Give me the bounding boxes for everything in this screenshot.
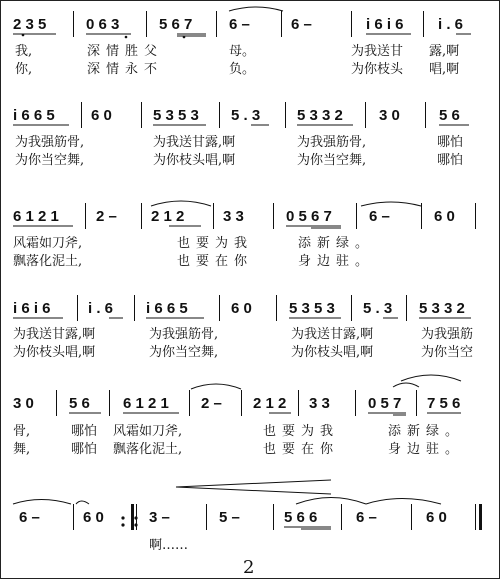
barline <box>134 295 135 321</box>
measure: 6 – <box>369 208 390 225</box>
measure: 3 3 <box>309 395 330 412</box>
final-barline <box>475 504 476 530</box>
measure: 2 1 2 <box>151 208 185 225</box>
barline <box>281 11 282 37</box>
barline <box>425 102 426 128</box>
lyric: 为我送甘露,啊 <box>291 327 374 342</box>
lyric: 骨, <box>13 424 31 439</box>
measure: 3 0 <box>379 107 400 124</box>
lyric: 哪怕 <box>71 424 98 439</box>
lyric: 为你枝头唱,啊 <box>13 345 96 360</box>
lyric: 飘落化泥土, <box>113 442 183 457</box>
lyric: 舞, <box>13 442 31 457</box>
measure: 2 3 5 <box>13 16 47 33</box>
measure: 5 3 5 3 <box>153 107 199 124</box>
measure: 5 6 <box>69 395 90 412</box>
lyric: 飘落化泥土, <box>13 254 83 269</box>
lyric: 哪怕 <box>437 153 464 168</box>
barline <box>355 390 356 416</box>
barline <box>276 295 277 321</box>
lyric: 为我强筋骨, <box>297 135 367 150</box>
lyric: 也要在你 <box>177 254 254 269</box>
barline <box>351 295 352 321</box>
barline <box>146 11 147 37</box>
notation-marks <box>1 1 500 579</box>
measure: 6 1 2 1 <box>123 395 169 412</box>
lyric: 为你枝头 <box>351 62 404 77</box>
page-number: 2 <box>243 557 255 578</box>
lyric: 负。 <box>229 62 256 77</box>
barline <box>341 504 342 530</box>
barline <box>73 504 74 530</box>
barline <box>141 203 142 229</box>
lyric: 为我送甘 <box>351 44 404 59</box>
barline <box>206 504 207 530</box>
measure: 6 0 <box>434 208 455 225</box>
final-barline <box>479 504 482 530</box>
measure: 5 . 3 <box>363 300 393 317</box>
lyric: 哪怕 <box>71 442 98 457</box>
lyric: 我, <box>15 44 33 59</box>
barline <box>351 11 352 37</box>
lyric: 为你当空舞, <box>15 153 85 168</box>
measure: 0 5 7 <box>368 395 402 412</box>
lyric: 风霜如刀斧, <box>113 424 183 439</box>
lyric: 身边驻。 <box>298 254 375 269</box>
lyric: 深情永不 <box>87 62 164 77</box>
lyric: 也要为我 <box>263 424 340 439</box>
barline <box>285 102 286 128</box>
repeat-barline <box>131 504 134 530</box>
measure: 6 0 <box>426 509 447 526</box>
barline <box>421 203 422 229</box>
measure: 5 – <box>219 509 240 526</box>
measure: 0 6 3 <box>86 16 120 33</box>
lyric: 哪怕 <box>437 135 464 150</box>
lyric: 为我强筋骨, <box>149 327 219 342</box>
lyric: 为我强筋 <box>421 327 474 342</box>
barline <box>77 295 78 321</box>
barline <box>475 203 476 229</box>
lyric: 身边驻。 <box>388 442 465 457</box>
measure: 7 5 6 <box>427 395 461 412</box>
measure: i 6 i 6 <box>13 300 51 317</box>
barline <box>109 390 110 416</box>
measure: 3 3 <box>223 208 244 225</box>
barline <box>273 504 274 530</box>
measure: 6 0 <box>83 509 104 526</box>
barline <box>73 11 74 37</box>
barline <box>416 390 417 416</box>
barline <box>219 102 220 128</box>
measure: 6 0 <box>231 300 252 317</box>
measure: 2 1 2 <box>253 395 287 412</box>
lyric: 露,啊 <box>429 44 460 59</box>
barline <box>213 203 214 229</box>
measure: 6 – <box>19 509 40 526</box>
measure: 0 5 6 7 <box>286 208 332 225</box>
lyric: 也要在你 <box>263 442 340 457</box>
repeat-barline <box>136 504 137 530</box>
measure: 5 3 3 2 <box>419 300 465 317</box>
measure: 5 3 3 2 <box>297 107 343 124</box>
measure: 6 1 2 1 <box>13 208 59 225</box>
barline <box>406 295 407 321</box>
lyric: 深情胜父 <box>87 44 164 59</box>
lyric: 你, <box>15 62 33 77</box>
lyric: 为你当空舞, <box>149 345 219 360</box>
measure: 6 – <box>229 16 250 33</box>
lyric: 添新绿。 <box>388 424 465 439</box>
barline <box>356 203 357 229</box>
measure: i . 6 <box>88 300 114 317</box>
barline <box>141 102 142 128</box>
barline <box>85 203 86 229</box>
barline <box>219 295 220 321</box>
measure: 5 6 <box>439 107 460 124</box>
lyric: 母。 <box>229 44 256 59</box>
measure: 3 0 <box>13 395 34 412</box>
barline <box>273 203 274 229</box>
barline <box>423 11 424 37</box>
lyric: 为你枝头唱,啊 <box>291 345 374 360</box>
lyric: 也要为我 <box>177 236 254 251</box>
barline <box>216 11 217 37</box>
measure: 6 0 <box>91 107 112 124</box>
barline <box>189 390 190 416</box>
measure: 5 6 7 <box>159 16 193 33</box>
lyric: 为你当空舞, <box>297 153 367 168</box>
measure: 6 – <box>356 509 377 526</box>
lyric: 为我送甘露,啊 <box>13 327 96 342</box>
lyric: 啊…… <box>149 538 189 553</box>
lyric: 为我强筋骨, <box>15 135 85 150</box>
measure: 2 – <box>201 395 222 412</box>
lyric: 为你当空 <box>421 345 474 360</box>
lyric: 唱,啊 <box>429 62 460 77</box>
measure: 6 – <box>291 16 312 33</box>
barline <box>411 504 412 530</box>
measure: 5 . 3 <box>231 107 261 124</box>
measure: 5 6 6 <box>284 509 318 526</box>
measure: i 6 6 5 <box>13 107 55 124</box>
measure: 5 3 5 3 <box>289 300 335 317</box>
lyric: 为我送甘露,啊 <box>153 135 236 150</box>
barline <box>298 390 299 416</box>
lyric: 添新绿。 <box>298 236 375 251</box>
measure: i . 6 <box>438 16 464 33</box>
lyric: 为你枝头唱,啊 <box>153 153 236 168</box>
barline <box>365 102 366 128</box>
measure: i 6 i 6 <box>366 16 404 33</box>
measure: i 6 6 5 <box>146 300 188 317</box>
barline <box>81 102 82 128</box>
lyric: 风霜如刀斧, <box>13 236 83 251</box>
measure: 3 – <box>149 509 170 526</box>
measure: 2 – <box>96 208 117 225</box>
barline <box>241 390 242 416</box>
barline <box>56 390 57 416</box>
